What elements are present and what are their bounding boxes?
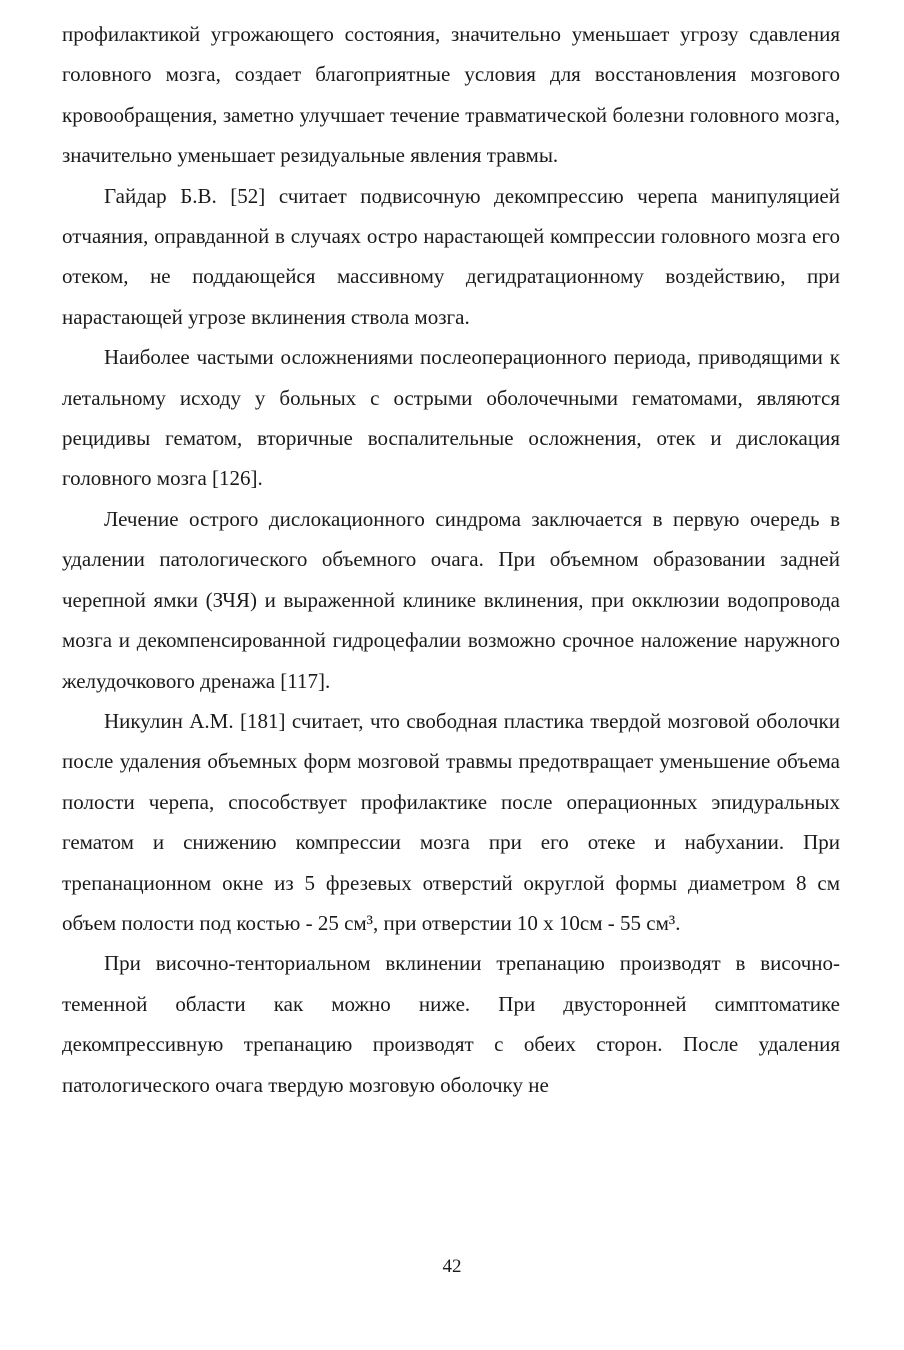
- paragraph-gaidar: Гайдар Б.В. [52] считает подвисочную декомпрессию черепа манипуляцией отчаяния, оправданной в случаях остро нарастающей компрессии головного мозга его отеком, не поддающейся массивному дегидратационному воздействию, при нарастающей угрозе вклинения ствола мозга.: [62, 183, 840, 329]
- paragraph-nikulin: Никулин А.М. [181] считает, что свободная пластика твердой мозговой оболочки после удаления объемных форм мозговой травмы предотвращает уменьшение объема полости черепа, способствует профилактике после операционных эпидуральных гематом и снижению компрессии мозга при его отеке и набухании. При трепанационном окне из 5 фрезевых отверстий округлой формы диаметром 8 см объем полости под костью - 25 см³, при отверстии 10 х 10см - 55 см³.: [62, 708, 840, 935]
- body-text: [62, 14, 840, 1105]
- paragraph-complications: Наиболее частыми осложнениями послеоперационного периода, приводящими к летальному исходу у больных с острыми оболочечными гематомами, являются рецидивы гематом, вторичные воспалительные осложнения, отек и дислокация головного мозга [126].: [62, 345, 840, 491]
- paragraph-dislocation-treatment: Лечение острого дислокационного синдрома заключается в первую очередь в удалении патологического объемного очага. При объемном образовании задней черепной ямки (ЗЧЯ) и выраженной клинике вклинения, при окклюзии водопровода мозга и декомпенсированной гидроцефалии возможно срочное наложение наружного желудочкового дренажа [117].: [62, 506, 840, 693]
- page-number: 42: [442, 1256, 462, 1277]
- paragraph-tentorial-herniation: При височно-тенториальном вклинении трепанацию производят в височно-теменной области как можно ниже. При двусторонней симптоматике декомпрессивную трепанацию производят с обеих сторон. После удаления патологического очага твердую мозговую оболочку не: [62, 951, 840, 1097]
- paragraph-continuation: профилактикой угрожающего состояния, значительно уменьшает угрозу сдавления головного мозга, создает благоприятные условия для восстановления мозгового кровообращения, заметно улучшает течение травматической болезни головного мозга, значительно уменьшает резидуальные явления травмы.: [62, 22, 840, 168]
